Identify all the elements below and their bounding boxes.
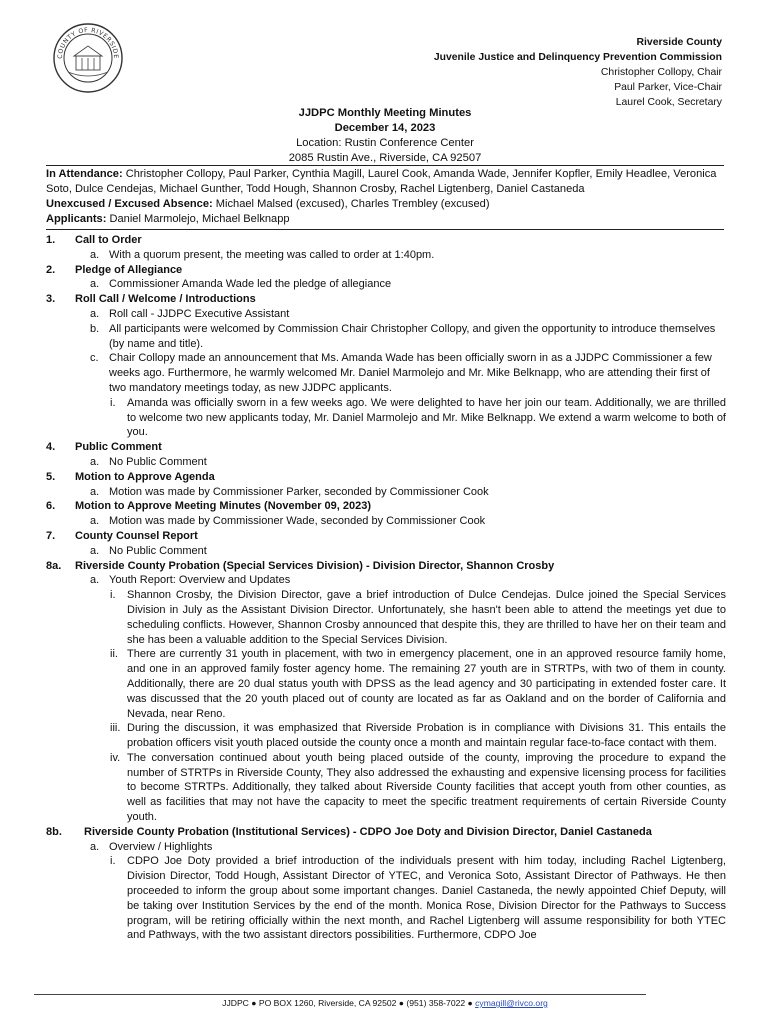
absence-line: Unexcused / Excused Absence: Michael Malsed (excused), Charles Trembley (excused) (46, 198, 490, 210)
agenda-item-6: 6. Motion to Approve Meeting Minutes (November 09, 2023) (46, 500, 372, 513)
agenda-subsubitem: i. Shannon Crosby, the Division Director, gave a brief introduction of Dulce Cendejas. Dulce joined the Special Services Division in July as the Assistant Division Director. Unfortunately, she hasn't been able to attend the meetings yet due to scheduling conflicts. However, Shannon Crosby announced that despite this, they are thrilled to have her on their team and she has been a valuable addition to the Special Services Division. (110, 589, 726, 646)
agenda-subitem: a. With a quorum present, the meeting was called to order at 1:40pm. (90, 248, 435, 261)
agenda-subitem: c. Chair Collopy made an announcement that Ms. Amanda Wade has been officially sworn in as a JJDPC Commissioner a few weeks ago. Furthermore, he warmly welcomed Mr. Daniel Marmolejo and Mr. Mike Belknapp, who are attending their first of two mandatory meetings today, as new JJDPC applicants. (90, 352, 712, 394)
agenda-item-3: 3. Roll Call / Welcome / Introductions (46, 293, 256, 306)
agenda-subitem: a. Motion was made by Commissioner Wade, seconded by Commissioner Cook (90, 515, 486, 528)
attendance-block (46, 167, 726, 227)
meeting-date: December 14, 2023 (334, 122, 436, 134)
divider-attendance (46, 229, 724, 230)
agenda-subitem: a. Overview / Highlights (90, 840, 213, 853)
org-name: Riverside County (636, 37, 722, 48)
in-attendance: In Attendance: Christopher Collopy, Paul Parker, Cynthia Magill, Laurel Cook, Amanda Wade, Jennifer Kopfler, Emily Headlee, Veronica Soto, Dulce Cendejas, Michael Gunther, Todd Hough, Shannon Crosby, Rachel Ligtenberg, Daniel Castaneda (46, 168, 717, 195)
agenda-subitem: a. Roll call - JJDPC Executive Assistant (90, 307, 290, 320)
agenda-subsubitem: iii. During the discussion, it was emphasized that Riverside Probation is in compliance with Divisions 31. This entails the probation officers visit youth placed outside the county once a month and maintain regular face-to-face contact with them. (110, 722, 726, 750)
footer-email-link[interactable]: cymagill@rivco.org (475, 998, 548, 1008)
meeting-location: Location: Rustin Conference Center (296, 137, 474, 149)
agenda-item-5: 5. Motion to Approve Agenda (46, 470, 215, 483)
commission-name: Juvenile Justice and Delinquency Prevention Commission (433, 52, 722, 63)
meeting-title-block (0, 106, 770, 166)
agenda-item-2: 2. Pledge of Allegiance (46, 263, 183, 276)
footer-contact: JJDPC ● PO BOX 1260, Riverside, CA 92502 ● (951) 358-7022 ● (222, 998, 476, 1008)
footer-divider (34, 994, 646, 995)
page-footer (0, 998, 770, 1009)
agenda-subitem: a. Youth Report: Overview and Updates (90, 574, 291, 587)
applicants-line: Applicants: Daniel Marmolejo, Michael Belknapp (46, 213, 290, 225)
agenda-subsubitem: i. Amanda was officially sworn in a few weeks ago. We were delighted to have her join our team. Additionally, we are thrilled to welcome two new applicants today, Mr. Daniel Marmolejo and Mr. Mike Belknapp. We extend a warm welcome to both of you. (110, 396, 726, 439)
agenda-subitem: a. No Public Comment (90, 544, 207, 557)
organization-header (302, 35, 722, 110)
agenda-subsubitem: i. CDPO Joe Doty provided a brief introduction of the individuals present with him today, including Rachel Ligtenberg, Division Director, Todd Hough, Assistant Director of YTEC, and Veronica Soto, Assistant Director of Pathways. He then proceeded to inform the group about some important changes. Daniel Castaneda, the newly appointed Chief Deputy, will be taking over Institution Services by the end of the month. Monica Rose, Division Director for the Pathways to Success program, will be retiring officially within the next month, and Rachel Ligtenberg will assume responsibility for both YTEC and Pathways, with the two assistant directors possibilities. Furthermore, CDPO Joe (110, 855, 726, 942)
meeting-address: 2085 Rustin Ave., Riverside, CA 92507 (288, 152, 482, 164)
meeting-title: JJDPC Monthly Meeting Minutes (298, 107, 472, 119)
agenda-item-1: 1. Call to Order (46, 234, 142, 246)
agenda-subsubitem: iv. The conversation continued about youth being placed outside of the county, improving the procedure to expand the number of STRTPs in Riverside County, They also addressed the exhausting and expensive licensing process for facilities to become STRTPs. Additionally, they talked about Riverside County facilities that accept youth from other counties, as well as facilities that may not have the capacity to meet the specific treatment requirements of certain Riverside County youth. (110, 751, 726, 824)
secretary-line: Laurel Cook, Secretary (615, 97, 722, 108)
agenda-item-4: 4. Public Comment (46, 441, 162, 454)
agenda-item-8b: 8b. Riverside County Probation (Institutional Services) - CDPO Joe Doty and Division Director, Daniel Castaneda (46, 825, 652, 838)
divider-top (46, 165, 724, 166)
chair-line: Christopher Collopy, Chair (600, 67, 722, 78)
agenda-subitem: a. Motion was made by Commissioner Parker, seconded by Commissioner Cook (90, 485, 489, 498)
agenda-subitem: b. All participants were welcomed by Commission Chair Christopher Collopy, and given the opportunity to introduce themselves (by name and title). (90, 322, 716, 350)
agenda-subsubitem: ii. There are currently 31 youth in placement, with two in emergency placement, one in an approved resource family home, and one in an approved family foster agency home. The remaining 27 youth are in STRTPs, with two of them in county. Additionally, there are 20 dual status youth with DPSS as the lead agency and 30 participating in extended foster care. It was discussed that the 20 youth placed out of county are located as far as Oakland and on the border of California and Nevada, near Reno. (110, 648, 726, 720)
vice-chair-line: Paul Parker, Vice-Chair (614, 82, 722, 93)
svg-text:COUNTY OF RIVERSIDE: COUNTY OF RIVERSIDE (56, 26, 120, 60)
agenda-subitem: a. No Public Comment (90, 455, 207, 468)
county-seal-logo (52, 22, 124, 94)
agenda-item-8a: 8a. Riverside County Probation (Special Services Division) - Division Director, Shannon Crosby (46, 559, 555, 572)
agenda-subitem: a. Commissioner Amanda Wade led the pledge of allegiance (90, 278, 392, 291)
minutes-body (46, 233, 726, 943)
agenda-item-7: 7. County Counsel Report (46, 529, 198, 542)
